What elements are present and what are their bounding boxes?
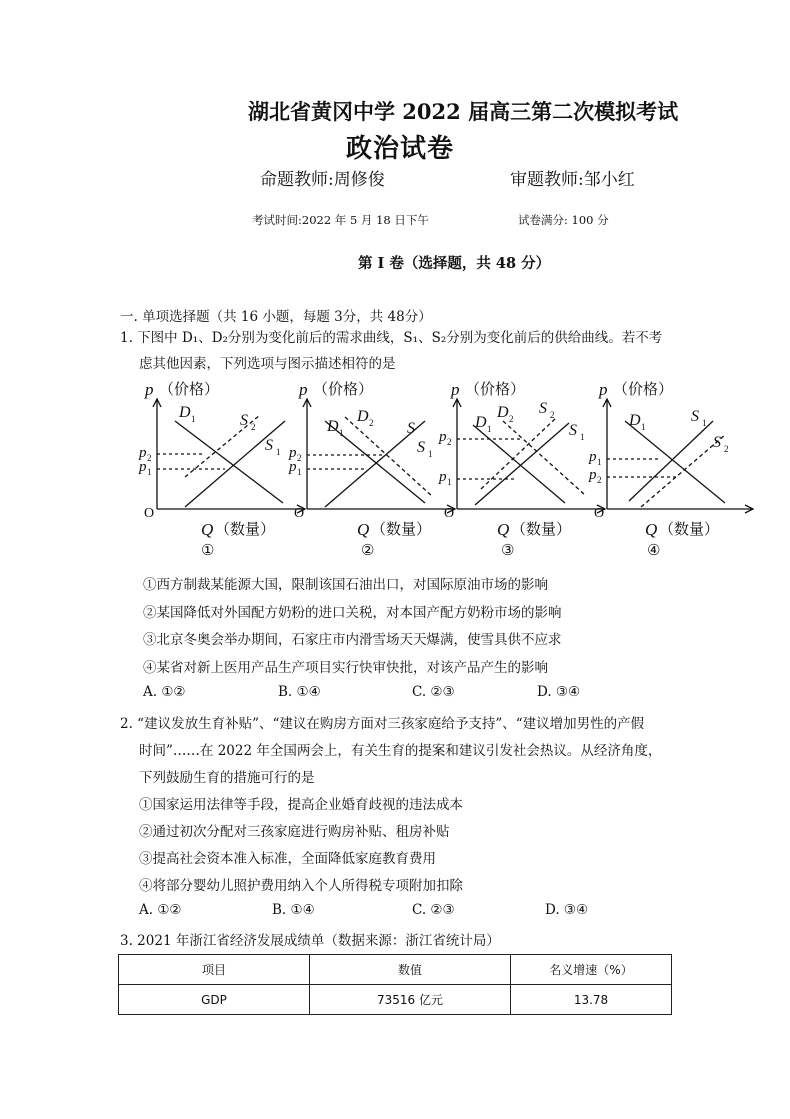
svg-text:1: 1 [641, 422, 646, 432]
svg-text:p: p [289, 459, 297, 475]
exam-title: 湖北省黄冈中学 2022 届高三第二次模拟考试 [248, 99, 679, 124]
svg-text:1: 1 [428, 449, 433, 459]
svg-text:S: S [713, 434, 721, 451]
svg-text:D: D [327, 418, 339, 435]
svg-text:1: 1 [597, 457, 602, 467]
svg-text:S: S [265, 437, 273, 454]
svg-text:（价格）: （价格） [159, 382, 220, 398]
svg-text:O: O [294, 506, 305, 521]
svg-text:D: D [475, 414, 487, 431]
svg-text:p: p [599, 380, 608, 399]
y-axis-letter: p [145, 380, 154, 399]
author-label: 命题教师:周修俊 [260, 170, 385, 190]
svg-text:2: 2 [724, 444, 729, 454]
svg-text:1: 1 [297, 467, 302, 477]
graph-number-2: ② [361, 543, 375, 557]
q2-option-c[interactable]: C. ②③ [412, 902, 455, 918]
svg-text:2: 2 [147, 453, 152, 463]
svg-text:1: 1 [580, 432, 585, 442]
q2-stem-line2: 时间”……在 2022 年全国两会上，有关生育的提案和建议引发社会热议。从经济角度， [139, 743, 662, 759]
svg-text:1: 1 [702, 418, 707, 428]
table-cell: GDP [119, 985, 310, 1015]
svg-text:（数量）: （数量） [371, 522, 432, 538]
svg-text:2: 2 [297, 453, 302, 463]
exam-time: 考试时间:2022 年 5 月 18 日下午 [252, 213, 429, 227]
svg-text:p: p [439, 429, 447, 445]
q2-statement-4: ④将部分婴幼儿照护费用纳入个人所得税专项附加扣除 [139, 878, 463, 894]
q1-statement-4: ④某省对新上医用产品生产项目实行快审快批，对该产品产生的影响 [143, 660, 548, 676]
svg-text:O: O [144, 506, 155, 521]
q2-statement-1: ①国家运用法律等手段，提高企业婚育歧视的违法成本 [139, 797, 463, 813]
svg-text:（数量）: （数量） [215, 522, 276, 538]
q1-option-c[interactable]: C. ②③ [412, 684, 455, 700]
q2-option-d[interactable]: D. ③④ [545, 902, 589, 918]
svg-text:Q: Q [497, 520, 510, 539]
svg-text:（数量）: （数量） [659, 522, 720, 538]
svg-text:2: 2 [251, 422, 256, 432]
svg-text:1: 1 [447, 477, 452, 487]
svg-text:p: p [451, 380, 460, 399]
svg-text:1: 1 [339, 428, 344, 438]
svg-text:Q: Q [645, 520, 658, 539]
svg-text:O: O [594, 506, 605, 521]
reviewer-label: 审题教师:邹小红 [510, 170, 635, 190]
svg-text:S: S [417, 439, 425, 456]
table-header-cell: 项目 [119, 955, 310, 985]
svg-text:p: p [439, 469, 447, 485]
svg-text:（数量）: （数量） [511, 522, 572, 538]
q1-stem-line2: 虑其他因素，下列选项与图示描述相符的是 [139, 356, 396, 372]
table-header-row [119, 955, 672, 985]
q2-stem-line3: 下列鼓励生育的措施可行的是 [139, 770, 315, 786]
s1-line [185, 421, 285, 507]
svg-text:D: D [629, 412, 641, 429]
svg-text:2: 2 [509, 414, 514, 424]
subject-title: 政治试卷 [346, 134, 455, 164]
svg-text:S: S [691, 408, 699, 425]
svg-text:1: 1 [276, 447, 281, 457]
svg-text:S: S [539, 400, 547, 417]
svg-text:p: p [139, 445, 147, 461]
svg-text:S: S [407, 420, 415, 437]
q2-statement-3: ③提高社会资本准入标准，全面降低家庭教育费用 [139, 851, 436, 867]
q1-statement-1: ①西方制裁某能源大国，限制该国石油出口，对国际原油市场的影响 [143, 577, 548, 593]
q2-statement-2: ②通过初次分配对三孩家庭进行购房补贴、租房补贴 [139, 824, 450, 840]
q1-option-a[interactable]: A. ①② [143, 684, 186, 700]
graph-number-3: ③ [501, 543, 515, 557]
full-score: 试卷满分: 100 分 [518, 213, 609, 227]
q3-stem: 3. 2021 年浙江省经济发展成绩单（数据来源：浙江省统计局） [120, 933, 500, 949]
svg-text:Q: Q [201, 520, 214, 539]
part-one-heading: 一. 单项选择题（共 16 小题，每题 3分，共 48分） [120, 309, 432, 325]
q2-option-a[interactable]: A. ①② [139, 902, 182, 918]
svg-text:2: 2 [597, 475, 602, 485]
q2-option-b[interactable]: B. ①④ [272, 902, 315, 918]
table-header-cell: 名义增速（%） [511, 955, 672, 985]
table-row [119, 985, 672, 1015]
q1-statement-2: ②某国降低对外国配方奶粉的进口关税，对本国产配方奶粉市场的影响 [143, 605, 562, 621]
svg-text:D: D [497, 404, 509, 421]
table-header-cell: 数值 [310, 955, 511, 985]
q1-option-b[interactable]: B. ①④ [278, 684, 321, 700]
svg-text:p: p [139, 459, 147, 475]
svg-text:S: S [240, 412, 248, 429]
svg-text:S: S [569, 422, 577, 439]
table-cell: 13.78 [511, 985, 672, 1015]
svg-text:D: D [357, 408, 369, 425]
section-title: 第 I 卷（选择题，共 48 分） [358, 255, 551, 272]
q1-statement-3: ③北京冬奥会举办期间，石家庄市内滑雪场天天爆满，使雪具供不应求 [143, 632, 562, 648]
svg-text:（价格）: （价格） [313, 382, 374, 398]
q3-data-table [118, 954, 672, 1015]
svg-text:O: O [444, 506, 455, 521]
graph-number-4: ④ [647, 543, 661, 557]
q1-option-d[interactable]: D. ③④ [537, 684, 581, 700]
svg-text:2: 2 [550, 410, 555, 420]
svg-text:（价格）: （价格） [613, 382, 674, 398]
svg-text:1: 1 [191, 414, 196, 424]
svg-text:p: p [289, 445, 297, 461]
d1-line [175, 421, 283, 503]
q1-stem-line1: 1. 下图中 D₁、D₂分别为变化前后的需求曲线，S₁、S₂分别为变化前后的供给曲线。若不考 [120, 330, 663, 346]
svg-text:Q: Q [357, 520, 370, 539]
svg-text:1: 1 [487, 424, 492, 434]
svg-text:（价格）: （价格） [465, 382, 526, 398]
svg-text:1: 1 [147, 467, 152, 477]
svg-text:p: p [589, 467, 597, 483]
svg-text:p: p [589, 449, 597, 465]
q2-stem-line1: 2. “建议发放生育补贴”、“建议在购房方面对三孩家庭给予支持”、“建议增加男性的产假 [120, 716, 645, 732]
supply-demand-graph-4 [585, 377, 785, 557]
graph-number-1: ① [201, 543, 215, 557]
svg-text:D: D [179, 404, 191, 421]
svg-text:2: 2 [447, 437, 452, 447]
svg-text:p: p [299, 380, 308, 399]
svg-text:2: 2 [369, 418, 374, 428]
table-cell: 73516 亿元 [310, 985, 511, 1015]
s2-line [185, 415, 260, 477]
